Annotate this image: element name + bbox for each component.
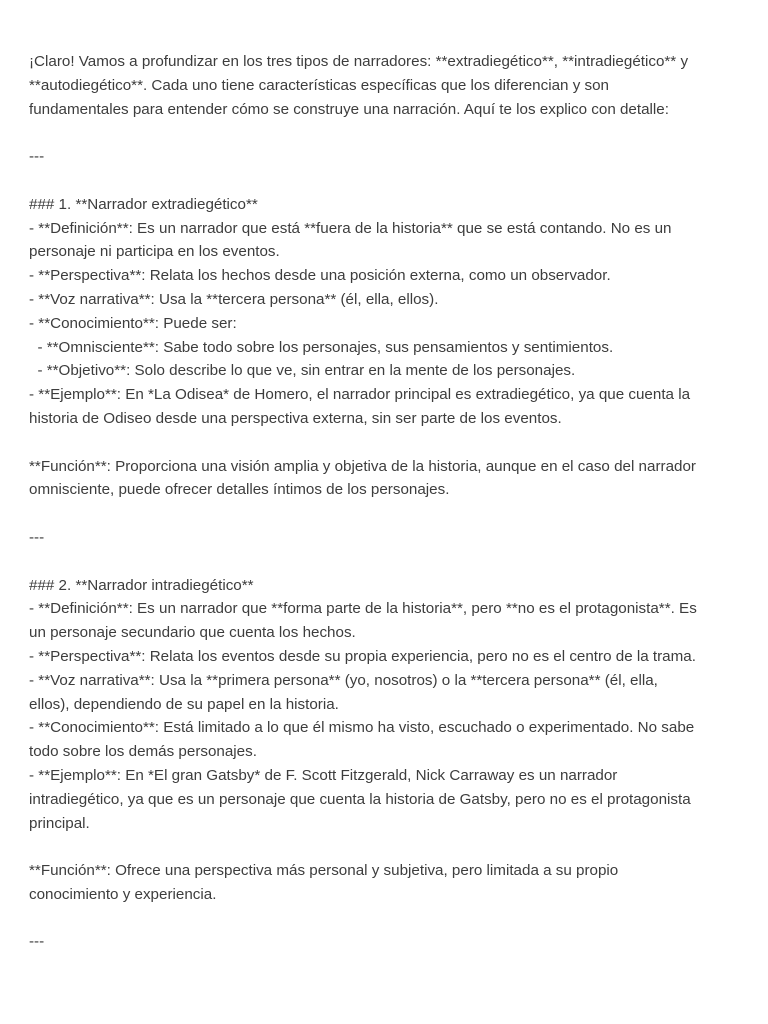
text-line: fundamentales para entender cómo se construye una narración. Aquí te los explico con detalle:	[29, 100, 669, 118]
text-line: personaje ni participa en los eventos.	[29, 243, 280, 261]
blank-line	[29, 907, 741, 931]
text-line: **Función**: Proporciona una visión amplia y objetiva de la historia, aunque en el caso del narrador	[29, 457, 696, 475]
section-heading: ### 1. **Narrador extradiegético**	[29, 195, 258, 213]
text-line: - **Definición**: Es un narrador que está **fuera de la historia** que se está contando. No es un	[29, 219, 672, 237]
text-line: un personaje secundario que cuenta los hechos.	[29, 624, 356, 642]
text-line: - **Conocimiento**: Está limitado a lo que él mismo ha visto, escuchado o experimentado. No sabe	[29, 719, 695, 737]
blank-line	[29, 835, 741, 859]
text-line: - **Omnisciente**: Sabe todo sobre los personajes, sus pensamientos y sentimientos.	[29, 338, 614, 356]
text-line: - **Definición**: Es un narrador que **forma parte de la historia**, pero **no es el protagonista**. Es	[29, 600, 697, 618]
document-body	[29, 50, 741, 954]
text-line: intradiegético, ya que es un personaje que cuenta la historia de Gatsby, pero no es el protagonista	[29, 790, 691, 808]
text-line: **autodiegético**. Cada uno tiene características específicas que los diferencian y son	[29, 76, 610, 94]
text-line: todo sobre los demás personajes.	[29, 743, 257, 761]
text-line: ellos), dependiendo de su papel en la historia.	[29, 695, 339, 713]
blank-line	[29, 502, 741, 526]
blank-line	[29, 169, 741, 193]
text-line: - **Perspectiva**: Relata los eventos desde su propia experiencia, pero no es el centro de la trama.	[29, 647, 696, 665]
text-line: - **Ejemplo**: En *El gran Gatsby* de F. Scott Fitzgerald, Nick Carraway es un narrador	[29, 766, 618, 784]
blank-line	[29, 431, 741, 455]
text-line: - **Voz narrativa**: Usa la **tercera persona** (él, ella, ellos).	[29, 290, 439, 308]
blank-line	[29, 121, 741, 145]
text-line: ¡Claro! Vamos a profundizar en los tres tipos de narradores: **extradiegético**, **intradiegético** y	[29, 53, 689, 70]
text-line: **Función**: Ofrece una perspectiva más personal y subjetiva, pero limitada a su propio	[29, 862, 619, 880]
text-line: omnisciente, puede ofrecer detalles íntimos de los personajes.	[29, 481, 450, 499]
text-line: - **Objetivo**: Solo describe lo que ve, sin entrar en la mente de los personajes.	[29, 362, 576, 380]
text-line: - **Perspectiva**: Relata los hechos desde una posición externa, como un observador.	[29, 267, 611, 285]
horizontal-rule-marker: ---	[29, 528, 45, 546]
text-line: conocimiento y experiencia.	[29, 885, 217, 903]
text-line: - **Voz narrativa**: Usa la **primera persona** (yo, nosotros) o la **tercera persona** (él, ella,	[29, 671, 658, 689]
text-line: - **Conocimiento**: Puede ser:	[29, 314, 237, 332]
text-line: historia de Odiseo desde una perspectiva externa, sin ser parte de los eventos.	[29, 409, 562, 427]
horizontal-rule-marker: ---	[29, 148, 45, 166]
horizontal-rule-marker: ---	[29, 933, 45, 951]
text-line: principal.	[29, 814, 90, 832]
blank-line	[29, 550, 741, 574]
text-line: - **Ejemplo**: En *La Odisea* de Homero, el narrador principal es extradiegético, ya que cuenta la	[29, 386, 691, 404]
section-heading: ### 2. **Narrador intradiegético**	[29, 576, 254, 594]
